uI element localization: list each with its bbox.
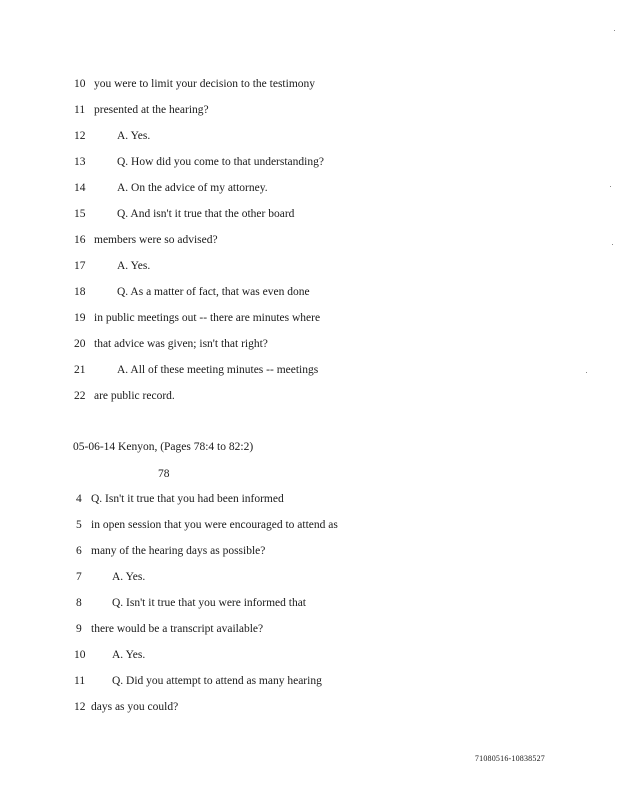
line-number: 11 [74, 675, 86, 687]
transcript-line [0, 310, 600, 326]
transcript-line [0, 154, 600, 170]
line-number: 21 [74, 364, 86, 376]
line-number: 16 [74, 234, 86, 246]
line-text: Q. As a matter of fact, that was even done [117, 286, 310, 298]
line-text: A. Yes. [117, 130, 151, 142]
line-text: presented at the hearing? [94, 104, 209, 116]
line-text: are public record. [94, 390, 175, 402]
scan-speck [612, 244, 613, 245]
transcript-line [0, 491, 600, 507]
line-number: 4 [76, 493, 82, 505]
section-title: 05-06-14 Kenyon, (Pages 78:4 to 82:2) [73, 441, 254, 453]
transcript-line [0, 180, 600, 196]
line-text: A. On the advice of my attorney. [117, 182, 268, 194]
line-number: 15 [74, 208, 86, 220]
line-number: 6 [76, 545, 82, 557]
transcript-line [0, 336, 600, 352]
line-number: 10 [74, 649, 86, 661]
line-text: in public meetings out -- there are minutes where [94, 312, 321, 324]
scan-speck [614, 30, 615, 31]
transcript-line [0, 362, 600, 378]
line-number: 7 [76, 571, 82, 583]
line-number: 10 [74, 78, 86, 90]
transcript-line [0, 543, 600, 559]
transcript-line [0, 673, 600, 689]
line-text: members were so advised? [94, 234, 218, 246]
line-text: many of the hearing days as possible? [91, 545, 266, 557]
line-text: Q. Isn't it true that you had been informed [91, 493, 284, 505]
line-number: 11 [74, 104, 86, 116]
line-number: 9 [76, 623, 82, 635]
line-text: A. Yes. [117, 260, 151, 272]
transcript-line [0, 284, 600, 300]
line-number: 22 [74, 390, 86, 402]
line-text: you were to limit your decision to the testimony [94, 78, 316, 90]
transcript-line [0, 102, 600, 118]
line-text: that advice was given; isn't that right? [94, 338, 268, 350]
line-number: 14 [74, 182, 86, 194]
line-text: there would be a transcript available? [91, 623, 264, 635]
line-text: in open session that you were encouraged to attend as [91, 519, 338, 531]
line-number: 17 [74, 260, 86, 272]
line-text: Q. Did you attempt to attend as many hearing [112, 675, 322, 687]
line-text: Q. And isn't it true that the other board [117, 208, 295, 220]
line-number: 5 [76, 519, 82, 531]
scan-speck [586, 372, 587, 373]
transcript-line [0, 128, 600, 144]
page-number: 78 [158, 468, 170, 480]
line-number: 20 [74, 338, 86, 350]
line-text: A. Yes. [112, 571, 146, 583]
line-number: 19 [74, 312, 86, 324]
transcript-line [0, 699, 600, 715]
bates-number: 71080516-10838527 [474, 754, 545, 763]
scan-speck [610, 186, 611, 187]
line-number: 12 [74, 130, 86, 142]
transcript-line [0, 206, 600, 222]
line-number: 18 [74, 286, 86, 298]
line-number: 12 [74, 701, 86, 713]
transcript-line [0, 647, 600, 663]
transcript-line [0, 517, 600, 533]
transcript-line [0, 388, 600, 404]
transcript-line [0, 595, 600, 611]
transcript-line [0, 569, 600, 585]
transcript-line [0, 76, 600, 92]
line-number: 13 [74, 156, 86, 168]
line-text: A. All of these meeting minutes -- meetings [117, 364, 319, 376]
transcript-line [0, 621, 600, 637]
transcript-line [0, 258, 600, 274]
scan-artifact-top [0, 0, 619, 4]
line-text: Q. How did you come to that understanding? [117, 156, 324, 168]
line-number: 8 [76, 597, 82, 609]
line-text: Q. Isn't it true that you were informed that [112, 597, 307, 609]
line-text: days as you could? [91, 701, 179, 713]
transcript-line [0, 232, 600, 248]
line-text: A. Yes. [112, 649, 146, 661]
